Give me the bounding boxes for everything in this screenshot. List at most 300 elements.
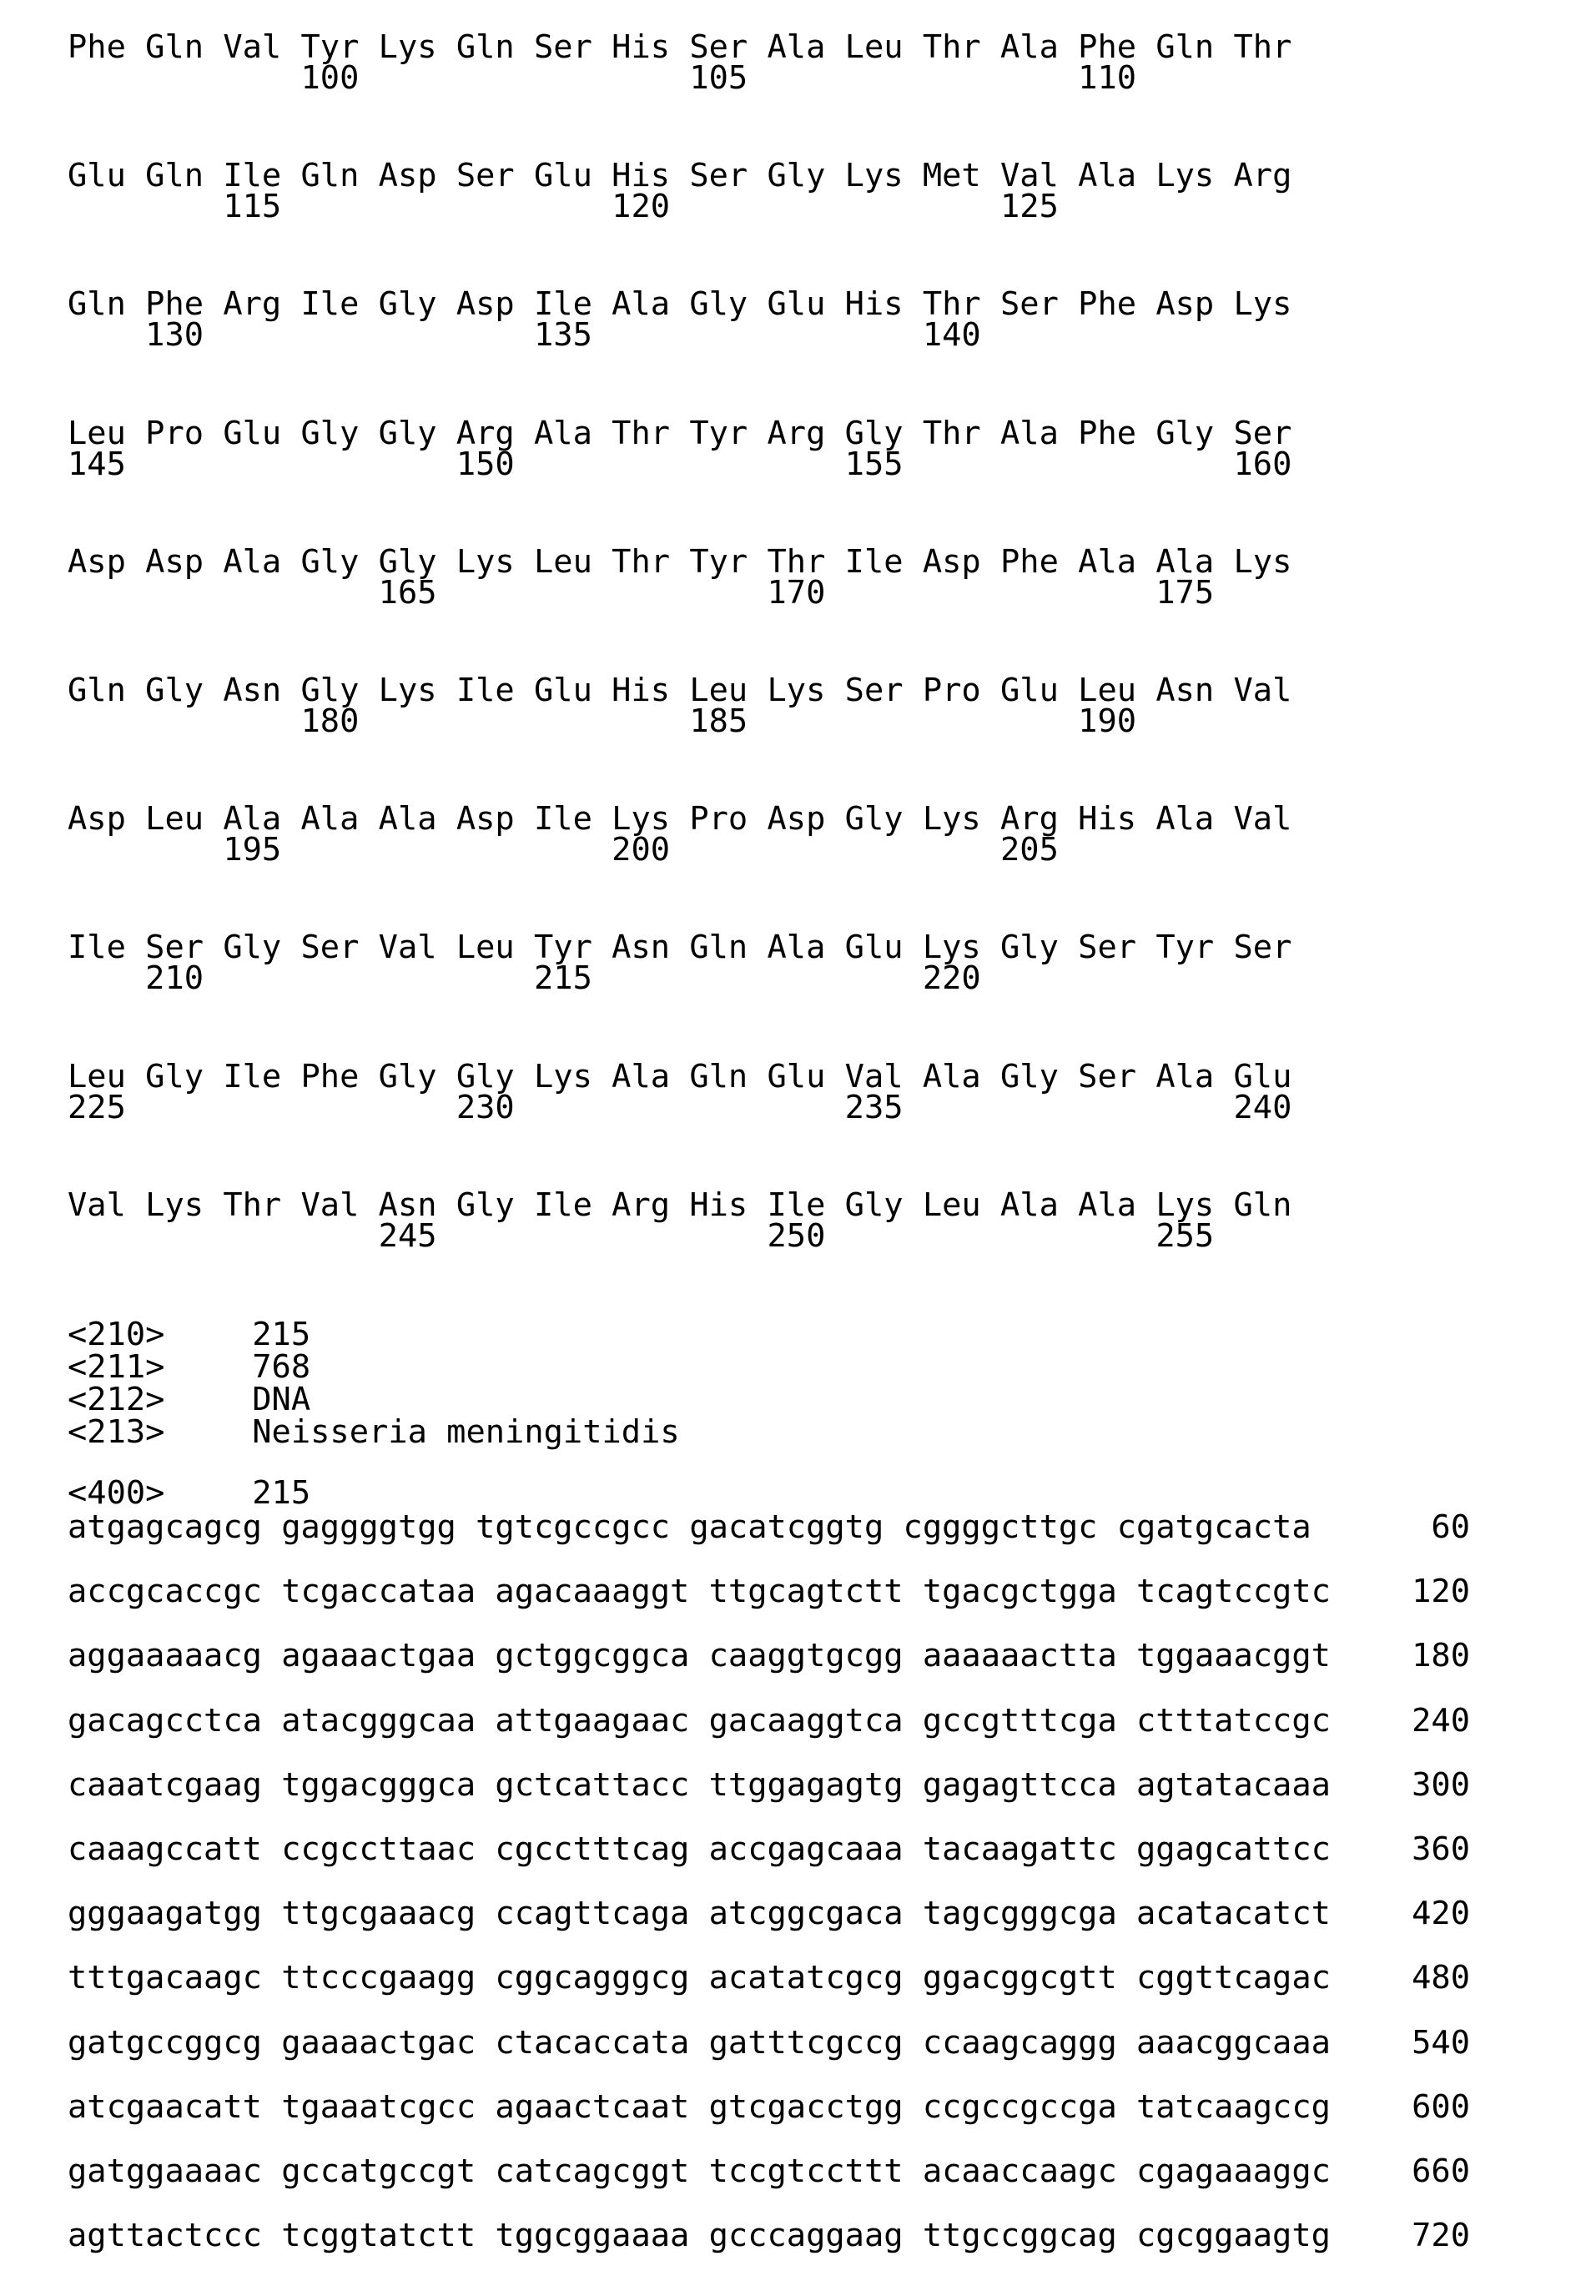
dna-position: 120 <box>1412 1575 1470 1609</box>
field-value: Neisseria meningitidis <box>252 1413 679 1451</box>
dna-group: ttggagagtg <box>709 1769 904 1802</box>
dna-group: aaaaaactta <box>923 1639 1117 1673</box>
dna-group: tgacgctgga <box>923 1575 1117 1609</box>
dna-group: ttgcgaaacg <box>281 1897 476 1931</box>
residue-number: 245 <box>379 1220 437 1253</box>
residue: Val <box>1000 159 1059 193</box>
residue: Ile <box>534 803 592 836</box>
residue: Arg <box>223 288 281 321</box>
residue: Tyr <box>301 31 360 64</box>
residue: His <box>612 674 670 707</box>
residue-number: 220 <box>923 962 981 995</box>
residue: Leu <box>68 1060 126 1094</box>
residue: Val <box>379 931 437 964</box>
residue: Gly <box>301 417 360 451</box>
residue: Phe <box>301 1060 360 1094</box>
residue: Ser <box>1234 417 1292 451</box>
residue: Ala <box>923 1060 981 1094</box>
residue: Asp <box>68 546 126 579</box>
residue: Ser <box>301 931 360 964</box>
residue: Tyr <box>689 546 748 579</box>
residue: Lys <box>923 931 981 964</box>
residue: Leu <box>456 931 515 964</box>
residue: Gly <box>145 674 204 707</box>
dna-group: cggcagggcg <box>495 1961 689 1995</box>
residue: Ala <box>612 1060 670 1094</box>
dna-group: tggacgggca <box>281 1769 476 1802</box>
residue: Ile <box>534 1189 592 1222</box>
field-value: 768 <box>252 1348 310 1386</box>
residue: Ala <box>1000 1189 1059 1222</box>
residue: Asp <box>379 159 437 193</box>
residue-number: 200 <box>612 833 670 867</box>
residue: Ile <box>845 546 904 579</box>
dna-group: tttgacaagc <box>68 1961 262 1995</box>
residue: His <box>612 31 670 64</box>
residue: Gly <box>768 159 826 193</box>
residue: Phe <box>145 288 204 321</box>
residue: Ala <box>223 546 281 579</box>
dna-group: agacaaaggt <box>495 1575 689 1609</box>
dna-group: agaactcaat <box>495 2091 689 2124</box>
residue: Gln <box>145 159 204 193</box>
residue: Leu <box>534 546 592 579</box>
field-tag: <213> <box>68 1416 252 1449</box>
residue-number: 175 <box>1155 577 1214 610</box>
residue: Ser <box>845 674 904 707</box>
residue: Asn <box>612 931 670 964</box>
residue: Phe <box>1078 288 1136 321</box>
residue: Glu <box>1234 1060 1292 1094</box>
residue: Ile <box>223 1060 281 1094</box>
dna-group: ggacggcgtt <box>923 1961 1117 1995</box>
residue: Leu <box>689 674 748 707</box>
residue: Pro <box>145 417 204 451</box>
residue: Leu <box>145 803 204 836</box>
dna-group: agtatacaaa <box>1136 1769 1331 1802</box>
sequence-header <box>68 1477 310 1510</box>
residue: Ala <box>1078 159 1136 193</box>
residue: Gln <box>1155 31 1214 64</box>
residue: Ser <box>1078 1060 1136 1094</box>
residue-number: 190 <box>1078 705 1136 738</box>
residue: Lys <box>768 674 826 707</box>
dna-group: agttactccc <box>68 2219 262 2253</box>
dna-position: 720 <box>1412 2219 1470 2253</box>
residue: Ala <box>379 803 437 836</box>
residue: Gly <box>145 1060 204 1094</box>
dna-group: gacatcggtg <box>689 1511 884 1544</box>
dna-group: cgagaaaggc <box>1136 2155 1331 2188</box>
dna-group: tcggtatctt <box>281 2219 476 2253</box>
residue: Gly <box>1000 1060 1059 1094</box>
dna-group: gcccaggaag <box>709 2219 904 2253</box>
dna-position: 660 <box>1412 2155 1470 2188</box>
residue-number: 210 <box>145 962 204 995</box>
residue: Leu <box>1078 674 1136 707</box>
field-value: 215 <box>252 1474 310 1512</box>
residue: Lys <box>1234 546 1292 579</box>
residue: Val <box>1234 674 1292 707</box>
dna-group: atgagcagcg <box>68 1511 262 1544</box>
dna-position: 60 <box>1431 1511 1470 1544</box>
residue: Gln <box>68 674 126 707</box>
residue: Asp <box>145 546 204 579</box>
residue: Ser <box>689 31 748 64</box>
dna-group: cggttcagac <box>1136 1961 1331 1995</box>
residue: Asp <box>768 803 826 836</box>
residue: Gln <box>689 1060 748 1094</box>
dna-group: ctttatccgc <box>1136 1704 1331 1738</box>
residue: Thr <box>1234 31 1292 64</box>
dna-row <box>68 2027 1470 2060</box>
dna-group: gagagttcca <box>923 1769 1117 1802</box>
dna-group: gtcgacctgg <box>709 2091 904 2124</box>
residue: Ser <box>145 931 204 964</box>
residue: Gly <box>456 1060 515 1094</box>
header-field <box>68 1318 310 1352</box>
dna-group: tccgtccttt <box>709 2155 904 2188</box>
residue: Ser <box>534 31 592 64</box>
residue: Gly <box>845 1189 904 1222</box>
dna-position: 420 <box>1412 1897 1470 1931</box>
residue: Leu <box>68 417 126 451</box>
field-value: DNA <box>252 1381 310 1418</box>
residue: Gly <box>301 674 360 707</box>
dna-group: cgcggaagtg <box>1136 2219 1331 2253</box>
residue: Thr <box>923 31 981 64</box>
dna-group: tggaaacggt <box>1136 1639 1331 1673</box>
residue: Ala <box>1155 546 1214 579</box>
residue-number: 150 <box>456 448 515 481</box>
field-tag: <211> <box>68 1351 252 1384</box>
field-tag: <212> <box>68 1383 252 1417</box>
residue: Gly <box>689 288 748 321</box>
dna-group: ttcccgaagg <box>281 1961 476 1995</box>
residue: Thr <box>223 1189 281 1222</box>
residue-number: 230 <box>456 1091 515 1125</box>
residue: His <box>845 288 904 321</box>
residue: Lys <box>1234 288 1292 321</box>
residue: Arg <box>1000 803 1059 836</box>
dna-group: tagcgggcga <box>923 1897 1117 1931</box>
residue: Asp <box>456 803 515 836</box>
residue: Gly <box>379 417 437 451</box>
residue: Phe <box>1078 31 1136 64</box>
residue: His <box>689 1189 748 1222</box>
residue-number: 235 <box>845 1091 904 1125</box>
header-field <box>68 1383 310 1417</box>
residue: Phe <box>1000 546 1059 579</box>
dna-group: gccatgccgt <box>281 2155 476 2188</box>
residue: Glu <box>845 931 904 964</box>
residue: Tyr <box>534 931 592 964</box>
residue: Gln <box>689 931 748 964</box>
residue: Ser <box>1078 931 1136 964</box>
dna-row <box>68 1511 1470 1544</box>
dna-group: aggaaaaacg <box>68 1639 262 1673</box>
residue: Ala <box>534 417 592 451</box>
residue: Ile <box>456 674 515 707</box>
residue: Gly <box>456 1189 515 1222</box>
residue: Val <box>223 31 281 64</box>
residue: Thr <box>923 288 981 321</box>
residue: Ser <box>456 159 515 193</box>
residue: Lys <box>923 803 981 836</box>
dna-row <box>68 1897 1470 1931</box>
dna-position: 300 <box>1412 1769 1470 1802</box>
residue: Arg <box>456 417 515 451</box>
residue: Pro <box>923 674 981 707</box>
residue: Pro <box>689 803 748 836</box>
dna-row <box>68 1769 1470 1802</box>
dna-group: caaatcgaag <box>68 1769 262 1802</box>
residue-number: 155 <box>845 448 904 481</box>
residue: Ala <box>768 931 826 964</box>
residue: Gly <box>379 1060 437 1094</box>
dna-row <box>68 2155 1470 2188</box>
residue: Thr <box>768 546 826 579</box>
dna-row <box>68 1639 1470 1673</box>
residue: Thr <box>612 546 670 579</box>
residue-number: 170 <box>768 577 826 610</box>
residue: Gly <box>1000 931 1059 964</box>
residue-number: 115 <box>223 190 281 224</box>
residue-number: 105 <box>689 62 748 95</box>
dna-row <box>68 2091 1470 2124</box>
dna-row <box>68 1833 1470 1866</box>
residue: Arg <box>1234 159 1292 193</box>
dna-position: 600 <box>1412 2091 1470 2124</box>
residue: Arg <box>768 417 826 451</box>
residue: Ala <box>1155 803 1214 836</box>
residue: Asn <box>223 674 281 707</box>
residue: Val <box>68 1189 126 1222</box>
residue-number: 180 <box>301 705 360 738</box>
residue: Ala <box>1000 31 1059 64</box>
residue: Ile <box>768 1189 826 1222</box>
dna-group: ccagttcaga <box>495 1897 689 1931</box>
residue: Thr <box>612 417 670 451</box>
residue: Ile <box>68 931 126 964</box>
residue: Gly <box>845 803 904 836</box>
residue: Gly <box>301 546 360 579</box>
field-value: 215 <box>252 1316 310 1353</box>
residue: Ala <box>612 288 670 321</box>
residue-number: 250 <box>768 1220 826 1253</box>
residue: Gly <box>845 417 904 451</box>
dna-group: tgtcgccgcc <box>476 1511 670 1544</box>
residue: Asn <box>379 1189 437 1222</box>
residue: His <box>1078 803 1136 836</box>
residue: Phe <box>68 31 126 64</box>
dna-group: attgaagaac <box>495 1704 689 1738</box>
dna-row <box>68 2219 1470 2253</box>
residue: Asp <box>456 288 515 321</box>
dna-group: tacaagattc <box>923 1833 1117 1866</box>
dna-group: ttgccggcag <box>923 2219 1117 2253</box>
residue-number: 130 <box>145 319 204 352</box>
dna-group: cgcctttcag <box>495 1833 689 1866</box>
field-tag: <400> <box>68 1477 252 1510</box>
residue: Asp <box>68 803 126 836</box>
residue: Glu <box>223 417 281 451</box>
dna-group: caaggtgcgg <box>709 1639 904 1673</box>
residue: Ser <box>1000 288 1059 321</box>
dna-group: acaaccaagc <box>923 2155 1117 2188</box>
residue: Lys <box>845 159 904 193</box>
residue: Thr <box>923 417 981 451</box>
residue: Lys <box>456 546 515 579</box>
dna-group: gctggcggca <box>495 1639 689 1673</box>
residue-number: 255 <box>1155 1220 1214 1253</box>
residue: Gly <box>223 931 281 964</box>
dna-group: agaaactgaa <box>281 1639 476 1673</box>
dna-group: gctcattacc <box>495 1769 689 1802</box>
residue: Glu <box>68 159 126 193</box>
residue: Lys <box>612 803 670 836</box>
residue-number: 165 <box>379 577 437 610</box>
dna-group: gaaaactgac <box>281 2027 476 2060</box>
dna-group: atacgggcaa <box>281 1704 476 1738</box>
dna-row <box>68 1704 1470 1738</box>
dna-group: tgaaatcgcc <box>281 2091 476 2124</box>
dna-group: ctacaccata <box>495 2027 689 2060</box>
residue-number: 160 <box>1234 448 1292 481</box>
residue: Met <box>923 159 981 193</box>
dna-group: tcgaccataa <box>281 1575 476 1609</box>
dna-group: ttgcagtctt <box>709 1575 904 1609</box>
residue-number: 145 <box>68 448 126 481</box>
residue: Glu <box>768 1060 826 1094</box>
residue: Glu <box>534 159 592 193</box>
residue: Glu <box>768 288 826 321</box>
residue: Gln <box>456 31 515 64</box>
residue: Asp <box>1155 288 1214 321</box>
residue: Lys <box>1155 159 1214 193</box>
residue: Leu <box>845 31 904 64</box>
residue: Ile <box>301 288 360 321</box>
dna-position: 180 <box>1412 1639 1470 1673</box>
residue-number: 205 <box>1000 833 1059 867</box>
residue: Lys <box>534 1060 592 1094</box>
residue-number: 240 <box>1234 1091 1292 1125</box>
dna-group: gggaagatgg <box>68 1897 262 1931</box>
residue: Gly <box>379 546 437 579</box>
residue: Phe <box>1078 417 1136 451</box>
dna-group: acatacatct <box>1136 1897 1331 1931</box>
residue: Asn <box>1155 674 1214 707</box>
residue: Glu <box>534 674 592 707</box>
dna-group: ccgccgccga <box>923 2091 1117 2124</box>
residue-number: 120 <box>612 190 670 224</box>
residue-number: 215 <box>534 962 592 995</box>
residue: Gln <box>1234 1189 1292 1222</box>
dna-position: 480 <box>1412 1961 1470 1995</box>
dna-group: aaacggcaaa <box>1136 2027 1331 2060</box>
residue-number: 110 <box>1078 62 1136 95</box>
residue: Lys <box>1155 1189 1214 1222</box>
residue: Ala <box>1078 546 1136 579</box>
dna-group: cggggcttgc <box>904 1511 1098 1544</box>
residue: Leu <box>923 1189 981 1222</box>
dna-position: 360 <box>1412 1833 1470 1866</box>
header-field <box>68 1416 680 1449</box>
dna-group: cgatgcacta <box>1117 1511 1312 1544</box>
residue-number: 195 <box>223 833 281 867</box>
residue: Tyr <box>689 417 748 451</box>
dna-group: accgcaccgc <box>68 1575 262 1609</box>
dna-group: atcgaacatt <box>68 2091 262 2124</box>
dna-group: catcagcggt <box>495 2155 689 2188</box>
residue: Ile <box>534 288 592 321</box>
residue: Gln <box>145 31 204 64</box>
field-tag: <210> <box>68 1318 252 1352</box>
residue: Asp <box>923 546 981 579</box>
dna-position: 240 <box>1412 1704 1470 1738</box>
residue: Ala <box>1078 1189 1136 1222</box>
dna-group: ccgccttaac <box>281 1833 476 1866</box>
dna-group: ggagcattcc <box>1136 1833 1331 1866</box>
dna-group: atcggcgaca <box>709 1897 904 1931</box>
residue-number: 185 <box>689 705 748 738</box>
dna-group: gatggaaaac <box>68 2155 262 2188</box>
dna-group: tggcggaaaa <box>495 2219 689 2253</box>
dna-group: gacaaggtca <box>709 1704 904 1738</box>
residue: Gln <box>301 159 360 193</box>
dna-group: gatgccggcg <box>68 2027 262 2060</box>
residue: Ala <box>301 803 360 836</box>
residue: Glu <box>1000 674 1059 707</box>
residue: Val <box>1234 803 1292 836</box>
residue: Gly <box>1155 417 1214 451</box>
residue: Val <box>301 1189 360 1222</box>
residue: Lys <box>379 31 437 64</box>
residue: Val <box>845 1060 904 1094</box>
dna-group: caaagccatt <box>68 1833 262 1866</box>
residue: Lys <box>145 1189 204 1222</box>
residue: Lys <box>379 674 437 707</box>
dna-group: tcagtccgtc <box>1136 1575 1331 1609</box>
dna-position: 540 <box>1412 2027 1470 2060</box>
dna-group: gccgtttcga <box>923 1704 1117 1738</box>
residue: Ser <box>689 159 748 193</box>
residue-number: 135 <box>534 319 592 352</box>
dna-group: gacagcctca <box>68 1704 262 1738</box>
residue: Gln <box>68 288 126 321</box>
residue: Arg <box>612 1189 670 1222</box>
residue: Ser <box>1234 931 1292 964</box>
residue: Ile <box>223 159 281 193</box>
dna-group: tatcaagccg <box>1136 2091 1331 2124</box>
residue-number: 125 <box>1000 190 1059 224</box>
residue: His <box>612 159 670 193</box>
dna-group: gatttcgccg <box>709 2027 904 2060</box>
residue-number: 140 <box>923 319 981 352</box>
residue: Ala <box>1000 417 1059 451</box>
residue-number: 100 <box>301 62 360 95</box>
dna-group: ccaagcaggg <box>923 2027 1117 2060</box>
residue-number: 225 <box>68 1091 126 1125</box>
dna-row <box>68 1575 1470 1609</box>
dna-row <box>68 1961 1470 1995</box>
dna-group: gaggggtgg <box>281 1511 456 1544</box>
dna-group: acatatcgcg <box>709 1961 904 1995</box>
residue: Gly <box>379 288 437 321</box>
residue: Ala <box>768 31 826 64</box>
header-field <box>68 1351 310 1384</box>
residue: Tyr <box>1155 931 1214 964</box>
